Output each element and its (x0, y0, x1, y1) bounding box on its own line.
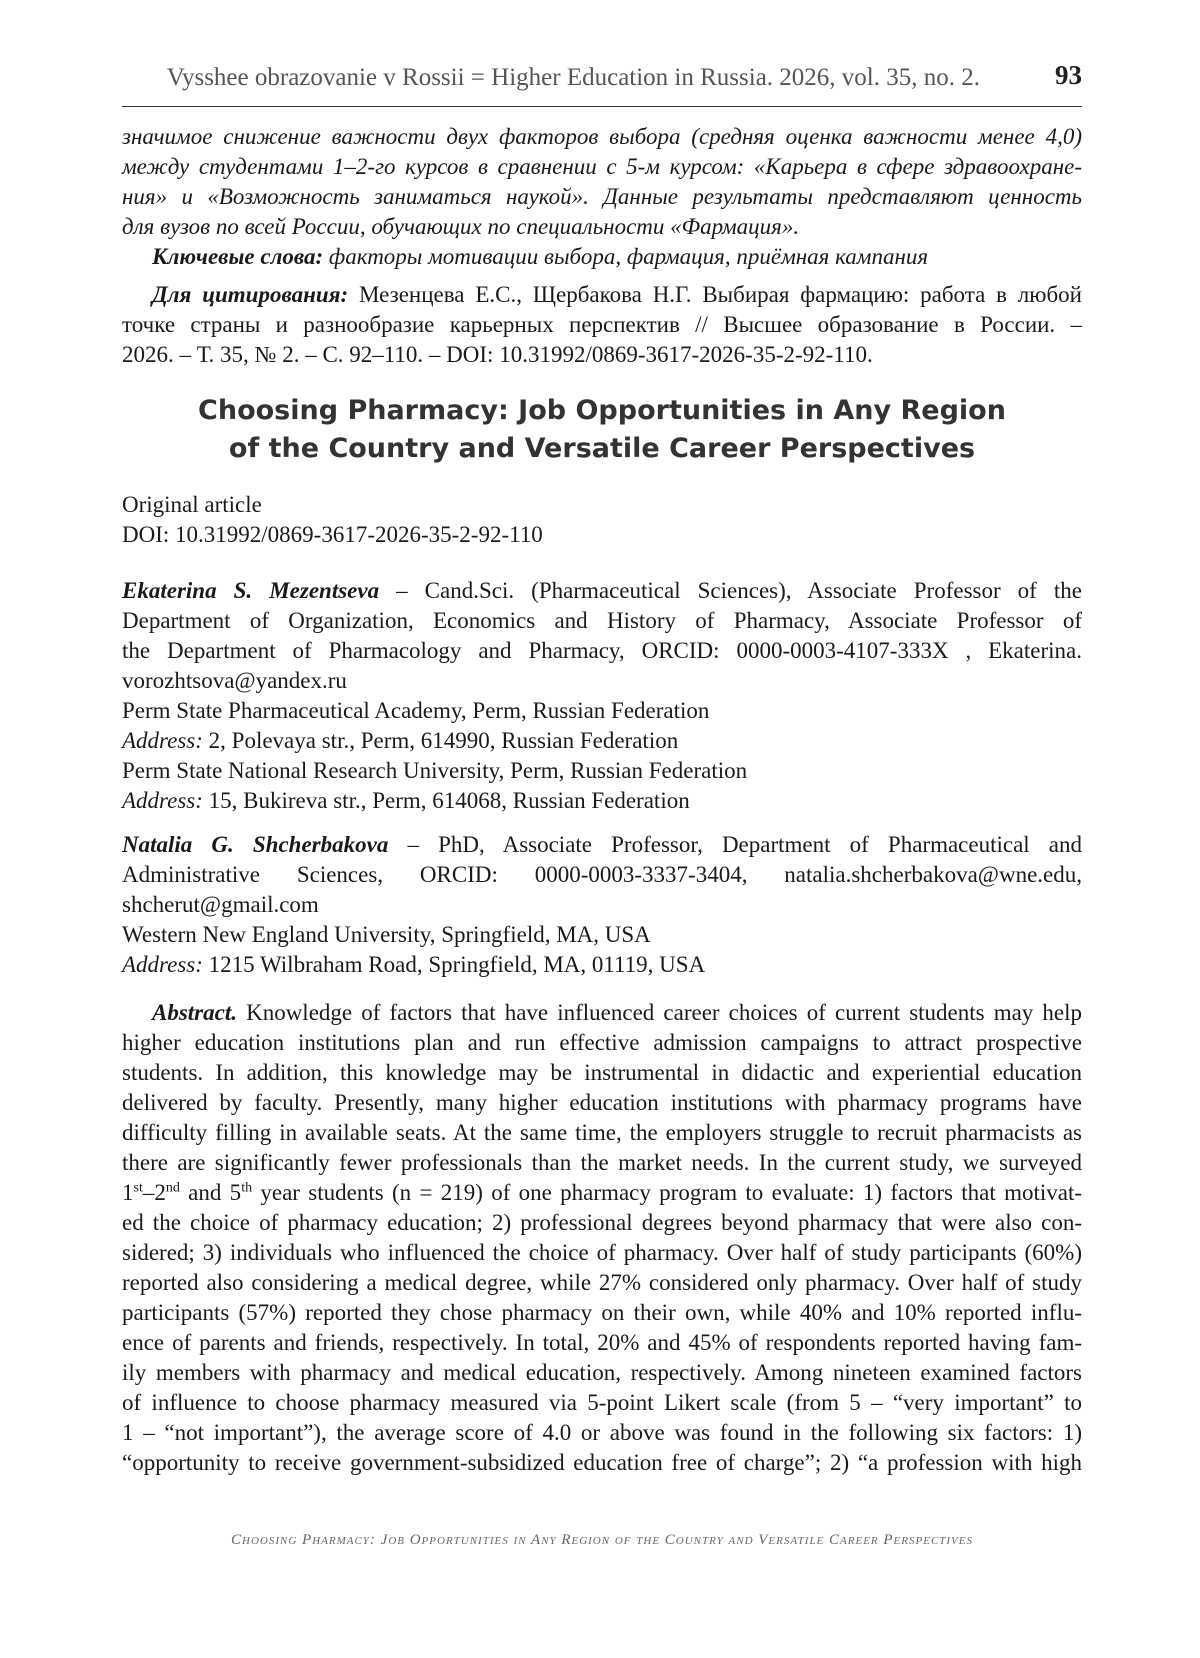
text-line: ily members with pharmacy and medical education, respectively. Among nineteen examined factors (122, 1360, 1082, 1385)
text-line: между студентами 1–2-го курсов в сравнении с 5-м курсом: «Карьера в сфере здравоохране- (122, 154, 1082, 179)
text-fragment: 1 (122, 1180, 134, 1205)
text-line: ed the choice of pharmacy education; 2) professional degrees beyond pharmacy that were also con- (122, 1210, 1082, 1235)
text-fragment: and 5 (179, 1180, 242, 1205)
address-text: 1215 Wilbraham Road, Springfield, MA, 01119, USA (202, 952, 706, 977)
text-line (122, 280, 1082, 310)
text-line: 1 – “not important”), the average score of 4.0 or above was found in the following six factors: 1) (122, 1420, 1082, 1445)
abstract-label: Abstract. (152, 1000, 237, 1025)
text-line (122, 576, 1082, 606)
text-line: reported also considering a medical degree, while 27% considered only pharmacy. Over half of study (122, 1270, 1082, 1295)
text-line: difficulty filling in available seats. At the same time, the employers struggle to recruit pharmacists as (122, 1120, 1082, 1145)
article-doi: DOI: 10.31992/0869-3617-2026-35-2-92-110 (122, 522, 543, 547)
affiliation: Perm State National Research University, Perm, Russian Federation (122, 758, 748, 783)
russian-keywords (122, 242, 1082, 272)
author-credentials: – Cand.Sci. (Pharmaceutical Sciences), Associate Professor of the (379, 578, 1082, 603)
article-title (122, 392, 1082, 468)
author-email: vorozhtsova@yandex.ru (122, 668, 347, 693)
author-name: Natalia G. Shcherbakova (122, 832, 389, 857)
article-meta (122, 490, 1082, 550)
text-line: значимое снижение важности двух факторов выбора (средняя оценка важности менее 4,0) (122, 124, 1082, 149)
article-type: Original article (122, 492, 262, 517)
text-line (122, 998, 1082, 1028)
keywords-label: Ключевые слова: (152, 244, 324, 269)
text-line: higher education institutions plan and run effective admission campaigns to attract prospective (122, 1030, 1082, 1055)
superscript: st (133, 1180, 143, 1196)
running-header (122, 58, 1082, 107)
keywords-text: факторы мотивации выбора, фармация, приёмная кампания (323, 244, 929, 269)
address-text: 2, Polevaya str., Perm, 614990, Russian Federation (202, 728, 679, 753)
text-fragment: –2 (142, 1180, 166, 1205)
text-line: ния» и «Возможность заниматься наукой». Данные результаты представляют ценность (122, 184, 1082, 209)
superscript: th (241, 1180, 253, 1196)
affiliation: Perm State Pharmaceutical Academy, Perm, Russian Federation (122, 698, 710, 723)
text-line (122, 830, 1082, 860)
address-line (122, 950, 1082, 980)
citation-label: Для цитирования: (152, 282, 349, 307)
address-label: Address: (122, 728, 203, 753)
text-line: Department of Organization, Economics and History of Pharmacy, Associate Professor of (122, 608, 1082, 633)
superscript: nd (165, 1180, 180, 1196)
address-line (122, 786, 1082, 816)
address-label: Address: (122, 952, 203, 977)
text-line: ence of parents and friends, respectively. In total, 20% and 45% of respondents reported having fam- (122, 1330, 1082, 1355)
running-footer: Choosing Pharmacy: Job Opportunities in Any Region of the Country and Versatile Career Perspectives (231, 1532, 973, 1548)
abstract-text: Knowledge of factors that have influenced career choices of current students may help (236, 1000, 1082, 1025)
russian-citation (122, 280, 1082, 370)
journal-citation: Vysshee obrazovanie v Rossii = Higher Education in Russia. 2026, vol. 35, no. 2. (166, 64, 980, 91)
text-line: для вузов по всей России, обучающих по специальности «Фармация». (122, 214, 800, 239)
address-label: Address: (122, 788, 203, 813)
page-number: 93 (1055, 60, 1082, 90)
english-abstract (122, 998, 1082, 1478)
text-line: students. In addition, this knowledge may be instrumental in didactic and experiential education (122, 1060, 1082, 1085)
text-line: Administrative Sciences, ORCID: 0000-0003-3337-3404, natalia.shcherbakova@wne.edu, (122, 862, 1082, 887)
affiliation: Western New England University, Springfield, MA, USA (122, 922, 651, 947)
address-line (122, 726, 1082, 756)
text-line: sidered; 3) individuals who influenced the choice of pharmacy. Over half of study participants (60%) (122, 1240, 1082, 1265)
text-line: participants (57%) reported they chose pharmacy on their own, while 40% and 10% reported influ- (122, 1300, 1082, 1325)
title-line: Choosing Pharmacy: Job Opportunities in Any Region (198, 395, 1006, 426)
author-block-1 (122, 576, 1082, 816)
text-line: the Department of Pharmacology and Pharmacy, ORCID: 0000-0003-4107-333X , Ekaterina. (122, 638, 1082, 663)
russian-abstract-ending (122, 122, 1082, 242)
text-fragment: year students (n = 219) of one pharmacy program to evaluate: 1) factors that motivat- (252, 1180, 1083, 1205)
citation-text: Мезенцева Е.С., Щербакова Н.Г. Выбирая фармацию: работа в любой (348, 282, 1082, 307)
text-line (122, 1178, 1082, 1208)
author-credentials: – PhD, Associate Professor, Department of Pharmaceutical and (388, 832, 1083, 857)
address-text: 15, Bukireva str., Perm, 614068, Russian Federation (202, 788, 690, 813)
text-line: “opportunity to receive government-subsidized education free of charge”; 2) “a profession with high (122, 1450, 1082, 1475)
text-line: delivered by faculty. Presently, many higher education institutions with pharmacy programs have (122, 1090, 1082, 1115)
author-email: shcherut@gmail.com (122, 892, 319, 917)
author-block-2 (122, 830, 1082, 980)
text-line: точке страны и разнообразие карьерных перспектив // Высшее образование в России. – (122, 312, 1082, 337)
text-line: there are significantly fewer professionals than the market needs. In the current study, we surveyed (122, 1150, 1082, 1175)
author-name: Ekaterina S. Mezentseva (122, 578, 380, 603)
title-line: of the Country and Versatile Career Perspectives (228, 433, 976, 464)
text-line: 2026. – Т. 35, № 2. – С. 92–110. – DOI: 10.31992/0869-3617-2026-35-2-92-110. (122, 342, 873, 367)
text-line: of influence to choose pharmacy measured via 5-point Likert scale (from 5 – “very important” to (122, 1390, 1082, 1415)
